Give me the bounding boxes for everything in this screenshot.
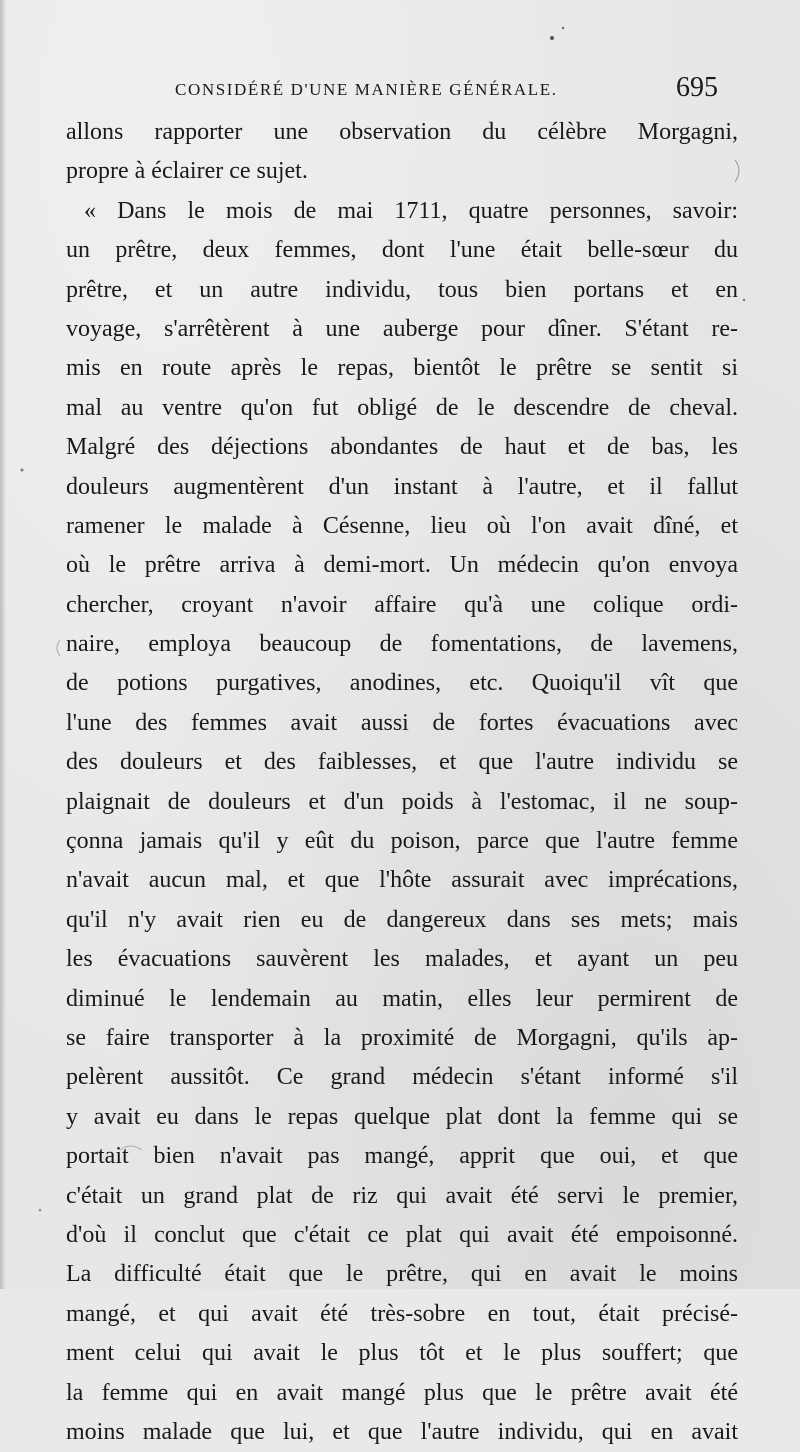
text-line: les évacuations sauvèrent les malades, et ayant un peu <box>66 946 738 973</box>
text-line: mal au ventre qu'on fut obligé de le descendre de cheval. <box>66 394 738 421</box>
text-line: diminué le lendemain au matin, elles leur permirent de <box>66 985 738 1012</box>
page-number: 695 <box>676 72 718 103</box>
text-line: La difficulté était que le prêtre, qui en avait le moins <box>66 1261 738 1288</box>
running-head: CONSIDÉRÉ D'UNE MANIÈRE GÉNÉRALE. <box>175 80 558 99</box>
text-line: portait bien n'avait pas mangé, apprit que oui, et que <box>66 1143 738 1170</box>
text-line: mangé, et qui avait été très-sobre en tout, était précisé- <box>66 1300 738 1327</box>
text-line: plaignait de douleurs et d'un poids à l'estomac, il ne soup- <box>66 788 738 815</box>
page-header <box>0 72 800 112</box>
text-line: Malgré des déjections abondantes de haut et de bas, les <box>66 434 738 461</box>
text-line: la femme qui en avait mangé plus que le prêtre avait été <box>66 1379 738 1406</box>
text-line: y avait eu dans le repas quelque plat dont la femme qui se <box>66 1103 738 1130</box>
text-line: c'était un grand plat de riz qui avait été servi le premier, <box>66 1182 738 1209</box>
text-line: se faire transporter à la proximité de Morgagni, qu'ils ap- <box>66 1024 738 1051</box>
body-text <box>66 113 738 1452</box>
text-line: d'où il conclut que c'était ce plat qui avait été empoisonné. <box>66 1221 738 1248</box>
text-line: des douleurs et des faiblesses, et que l'autre individu se <box>66 749 738 776</box>
text-line: naire, employa beaucoup de fomentations, de lavemens, <box>66 631 738 658</box>
text-line: « Dans le mois de mai 1711, quatre personnes, savoir: <box>84 197 738 224</box>
text-line: moins malade que lui, et que l'autre individu, qui en avait <box>66 1418 738 1445</box>
text-line: voyage, s'arrêtèrent à une auberge pour dîner. S'étant re- <box>66 315 738 342</box>
text-line: pelèrent aussitôt. Ce grand médecin s'étant informé s'il <box>66 1064 738 1091</box>
text-line: chercher, croyant n'avoir affaire qu'à une colique ordi- <box>66 591 738 618</box>
text-line: un prêtre, deux femmes, dont l'une était belle-sœur du <box>66 237 738 264</box>
text-line: mis en route après le repas, bientôt le prêtre se sentit si <box>66 355 738 382</box>
text-line: de potions purgatives, anodines, etc. Quoiqu'il vît que <box>66 670 738 697</box>
text-line: allons rapporter une observation du célèbre Morgagni, <box>66 119 738 145</box>
text-line: prêtre, et un autre individu, tous bien portans et en <box>66 276 738 303</box>
text-line: où le prêtre arriva à demi-mort. Un médecin qu'on envoya <box>66 552 738 579</box>
text-line: douleurs augmentèrent d'un instant à l'autre, et il fallut <box>66 473 738 500</box>
text-line: çonna jamais qu'il y eût du poison, parce que l'autre femme <box>66 828 738 855</box>
text-line: ramener le malade à Césenne, lieu où l'on avait dîné, et <box>66 512 738 539</box>
text-line: ment celui qui avait le plus tôt et le plus souffert; que <box>66 1340 738 1367</box>
text-line: l'une des femmes avait aussi de fortes évacuations avec <box>66 709 738 736</box>
text-line: propre à éclairer ce sujet. <box>66 158 308 185</box>
text-line: n'avait aucun mal, et que l'hôte assurait avec imprécations, <box>66 867 738 894</box>
text-line: qu'il n'y avait rien eu de dangereux dans ses mets; mais <box>66 906 738 933</box>
